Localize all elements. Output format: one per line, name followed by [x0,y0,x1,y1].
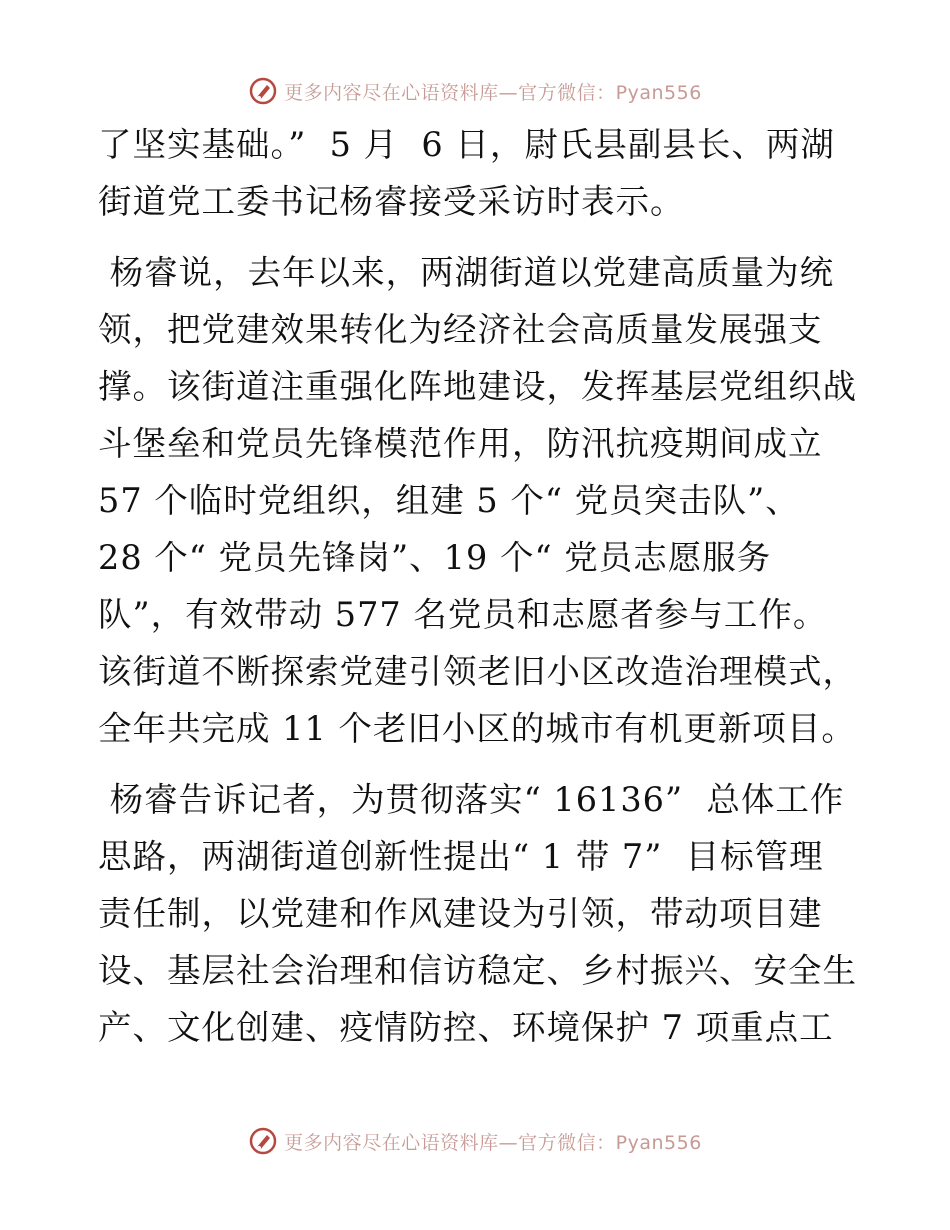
text-line: 杨睿说，去年以来，两湖街道以党建高质量为统 [98,253,835,292]
text-line: 斗堡垒和党员先锋模范作用，防汛抗疫期间成立 [98,424,823,463]
pen-nib-logo-icon [248,76,278,106]
text-line: 全年共完成 11 个老旧小区的城市有机更新项目。 [98,709,856,748]
text-line: 产、文化创建、疫情防控、环境保护 7 项重点工 [98,1008,834,1047]
text-line: 撑。该街道注重强化阵地建设，发挥基层党组织战 [98,367,857,406]
text-line: 杨睿告诉记者，为贯彻落实“ 16136” 总体工作 [98,780,845,819]
text-line: 57 个临时党组织，组建 5 个“ 党员突击队”、 [98,481,800,520]
paragraph-2 [98,244,857,757]
text-line: 设、基层社会治理和信访稳定、乡村振兴、安全生 [98,951,857,990]
text-line: 领，把党建效果转化为经济社会高质量发展强支 [98,310,823,349]
paragraph-1 [98,116,850,230]
text-line: 街道党工委书记杨睿接受采访时表示。 [98,182,685,221]
text-line: 思路，两湖街道创新性提出“ 1 带 7” 目标管理 [98,837,824,876]
text-line: 责任制，以党建和作风建设为引领，带动项目建 [98,894,823,933]
text-line: 28 个“ 党员先锋岗”、19 个“ 党员志愿服务 [98,538,772,577]
header-watermark [0,74,950,108]
watermark-text: 更多内容尽在心语资料库—官方微信：Pyan556 [284,1131,702,1154]
pen-nib-logo-icon [248,1126,278,1156]
paragraph-3 [98,771,857,1056]
watermark-text: 更多内容尽在心语资料库—官方微信：Pyan556 [284,81,702,104]
text-line: 队”，有效带动 577 名党员和志愿者参与工作。 [98,595,828,634]
document-body [98,116,857,1056]
footer-watermark [0,1124,950,1158]
text-line: 了坚实基础。” 5 月 6 日，尉氏县副县长、两湖 [98,125,835,164]
text-line: 该街道不断探索党建引领老旧小区改造治理模式， [98,652,857,691]
